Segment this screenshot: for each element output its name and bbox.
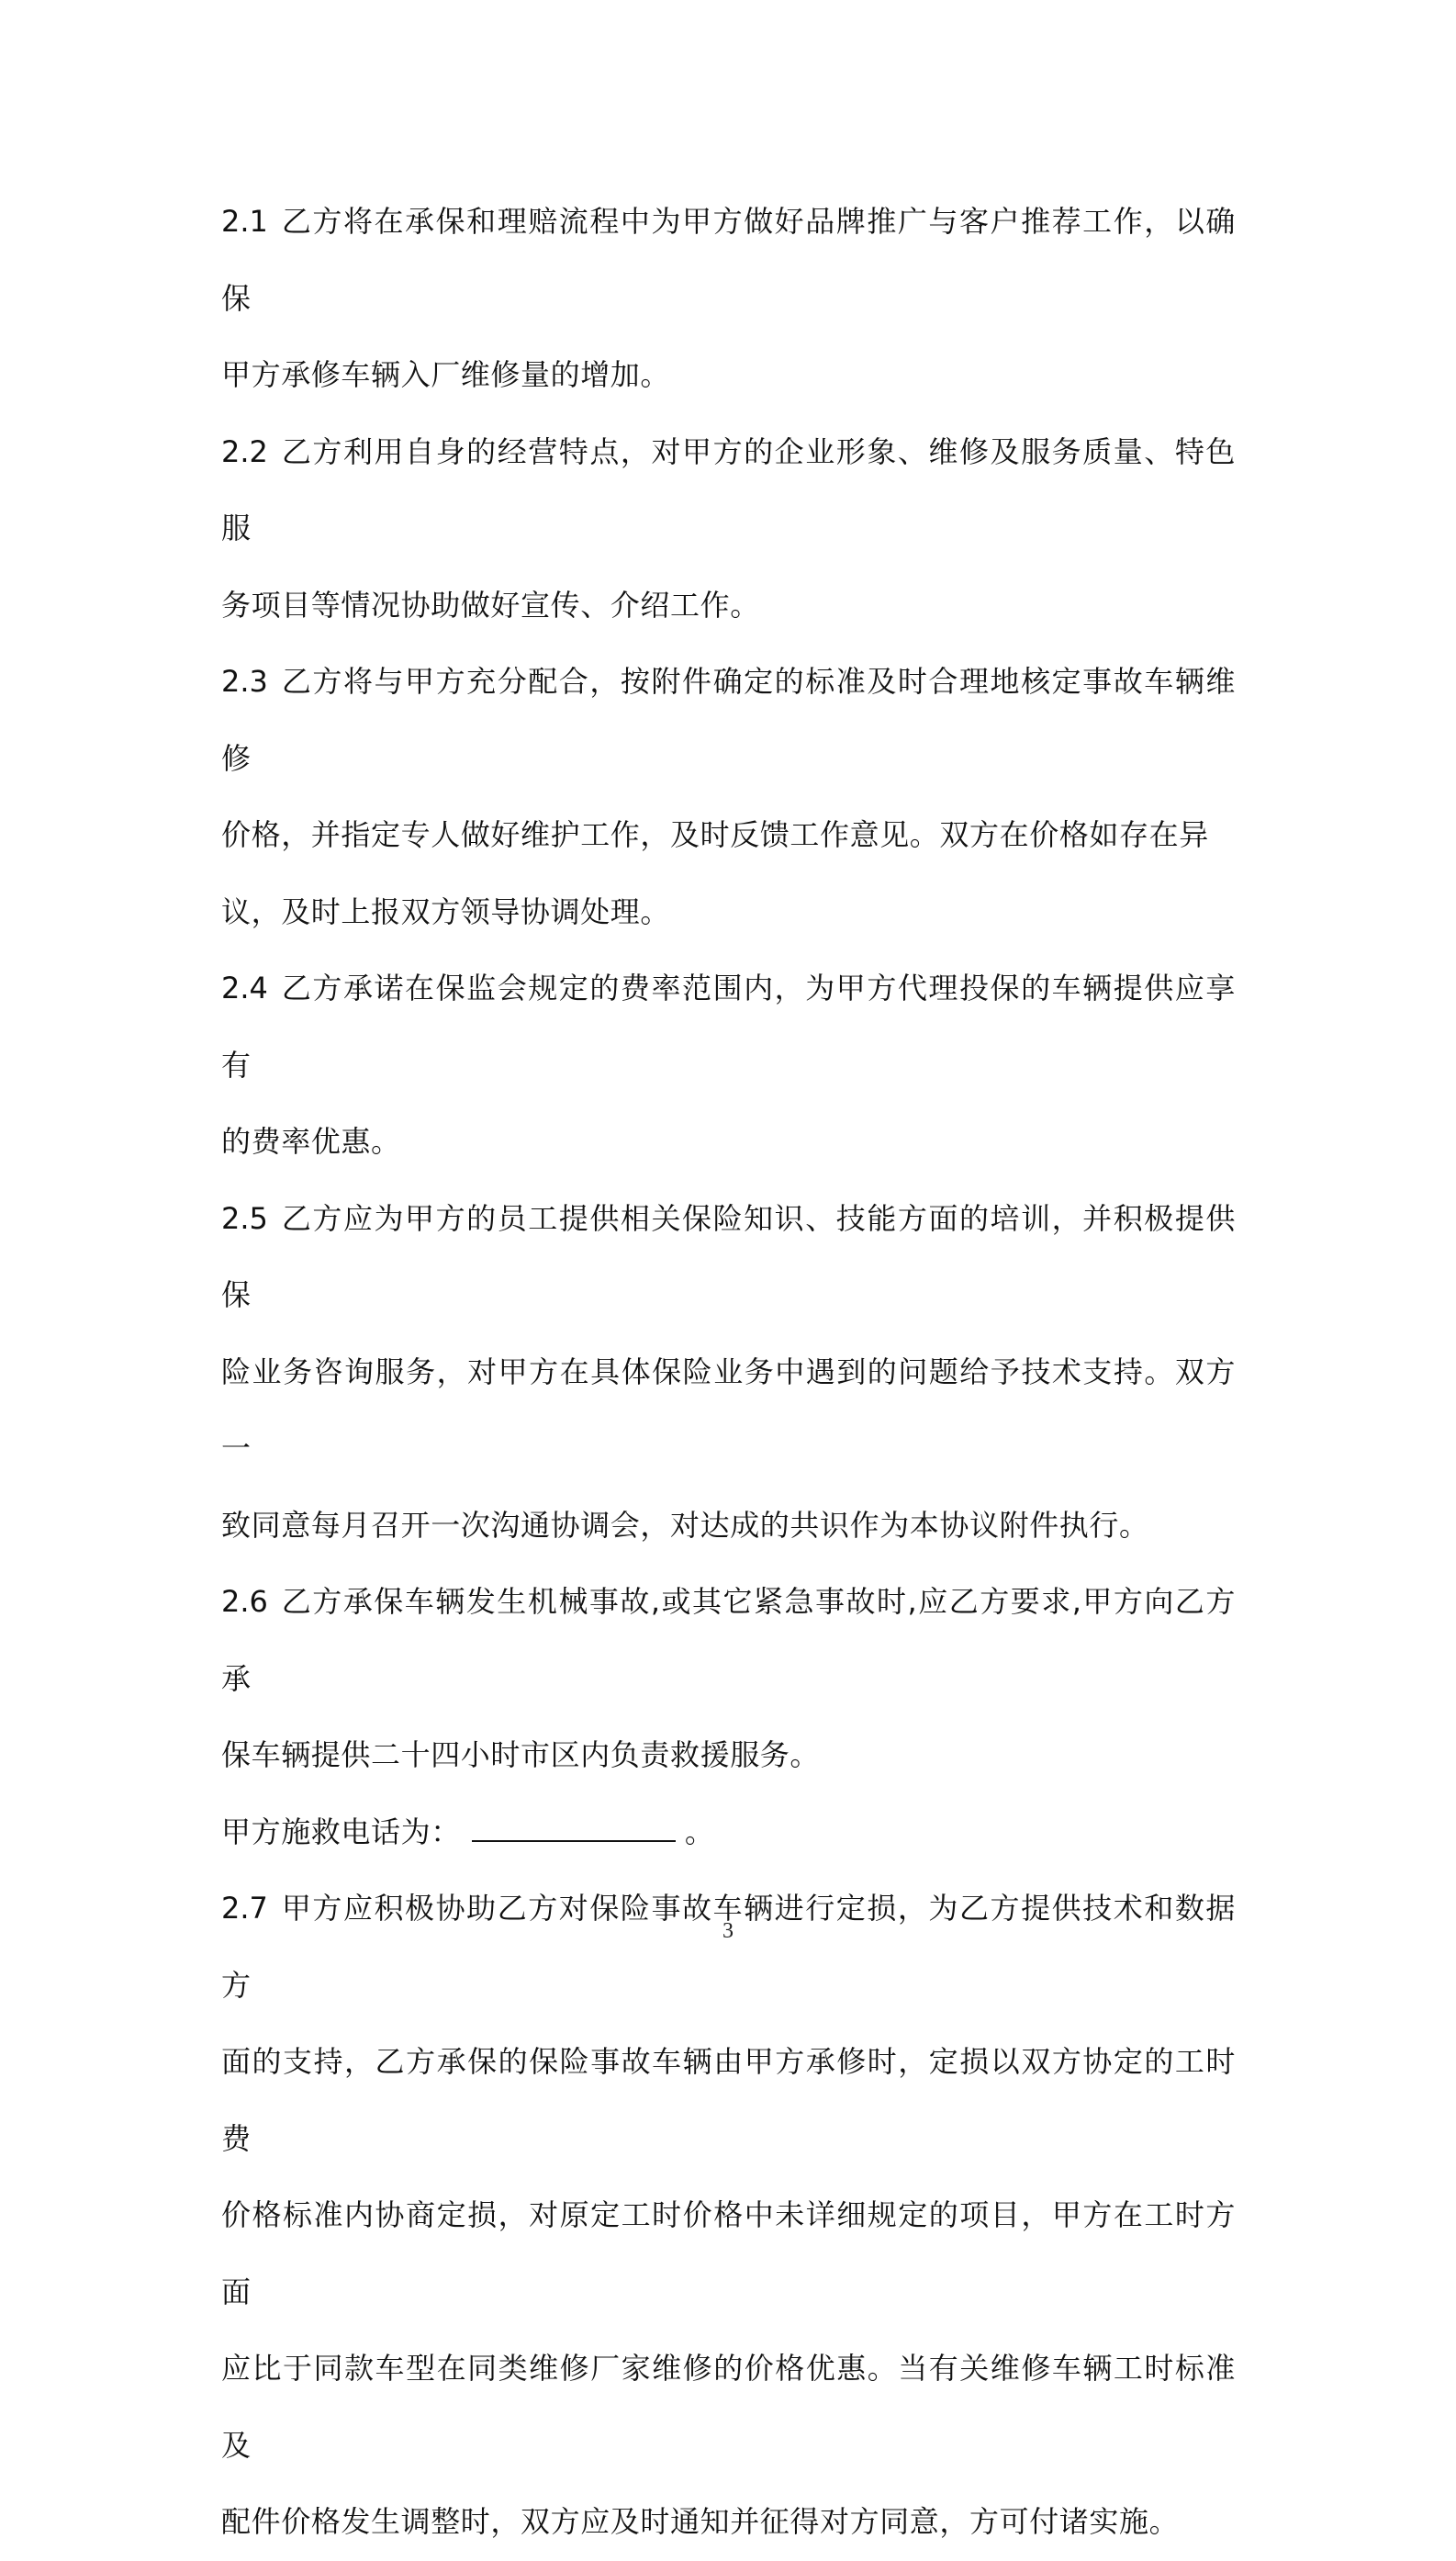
clause-line: 议，及时上报双方领导协调处理。 bbox=[221, 893, 671, 929]
clause-line: 价格，并指定专人做好维护工作，及时反馈工作意见。双方在价格如存在异 bbox=[221, 817, 1209, 852]
clause-line: 面的支持，乙方承保的保险事故车辆由甲方承修时，定损以双方协定的工时费 bbox=[221, 2044, 1236, 2156]
clause-number: 2.3 bbox=[221, 664, 268, 699]
page-number: 3 bbox=[722, 1919, 734, 1943]
clause-line: 务项目等情况协助做好宣传、介绍工作。 bbox=[221, 587, 760, 623]
clause-line: 2.2 乙方利用自身的经营特点，对甲方的企业形象、维修及服务质量、特色服 bbox=[221, 433, 1236, 545]
clause-number: 2.5 bbox=[221, 1200, 268, 1236]
clause-line: 保车辆提供二十四小时市区内负责救援服务。 bbox=[221, 1737, 821, 1772]
clause-number: 2.6 bbox=[221, 1584, 268, 1619]
clause-line: 甲方承修车辆入厂维修量的增加。 bbox=[221, 357, 671, 392]
clause-line: 致同意每月召开一次沟通协调会，对达成的共识作为本协议附件执行。 bbox=[221, 1507, 1149, 1543]
clause-line: 2.3 乙方将与甲方充分配合，按附件确定的标准及时合理地核定事故车辆维修 bbox=[221, 664, 1236, 776]
clause-line: 应比于同款车型在同类维修厂家维修的价格优惠。当有关维修车辆工时标准及 bbox=[221, 2351, 1236, 2463]
rescue-phone-label: 甲方施救电话为： bbox=[221, 1814, 461, 1849]
clause-line: 价格标准内协商定损，对原定工时价格中未详细规定的项目，甲方在工时方面 bbox=[221, 2197, 1236, 2309]
clause-2-3 bbox=[221, 644, 1236, 950]
clause-2-4 bbox=[221, 950, 1236, 1181]
clause-number: 2.2 bbox=[221, 433, 268, 469]
clause-line: 2.4 乙方承诺在保监会规定的费率范围内，为甲方代理投保的车辆提供应享有 bbox=[221, 971, 1236, 1083]
clause-line: 2.1 乙方将在承保和理赔流程中为甲方做好品牌推广与客户推荐工作，以确保 bbox=[221, 204, 1236, 316]
rescue-phone-blank[interactable] bbox=[472, 1814, 676, 1842]
rescue-phone-line bbox=[221, 1794, 1236, 1871]
rescue-phone-suffix: 。 bbox=[684, 1814, 715, 1849]
clause-number: 2.7 bbox=[221, 1891, 268, 1926]
clause-number: 2.4 bbox=[221, 971, 268, 1005]
clause-2-5 bbox=[221, 1181, 1236, 1565]
clause-2-6 bbox=[221, 1564, 1236, 1794]
clause-2-1 bbox=[221, 184, 1236, 414]
document-body bbox=[221, 184, 1236, 2561]
clause-line: 2.5 乙方应为甲方的员工提供相关保险知识、技能方面的培训，并积极提供保 bbox=[221, 1200, 1236, 1312]
clause-line: 配件价格发生调整时，双方应及时通知并征得对方同意，方可付诸实施。 bbox=[221, 2504, 1180, 2539]
clause-line: 2.7 甲方应积极协助乙方对保险事故车辆进行定损，为乙方提供技术和数据方 bbox=[221, 1891, 1236, 2003]
clause-line: 险业务咨询服务，对甲方在具体保险业务中遇到的问题给予技术支持。双方一 bbox=[221, 1354, 1236, 1466]
clause-line: 2.6 乙方承保车辆发生机械事故,或其它紧急事故时,应乙方要求,甲方向乙方承 bbox=[221, 1584, 1236, 1696]
clause-number: 2.1 bbox=[221, 204, 268, 239]
clause-line: 的费率优惠。 bbox=[221, 1124, 401, 1159]
clause-2-2 bbox=[221, 414, 1236, 645]
clause-2-7 bbox=[221, 1870, 1236, 2561]
